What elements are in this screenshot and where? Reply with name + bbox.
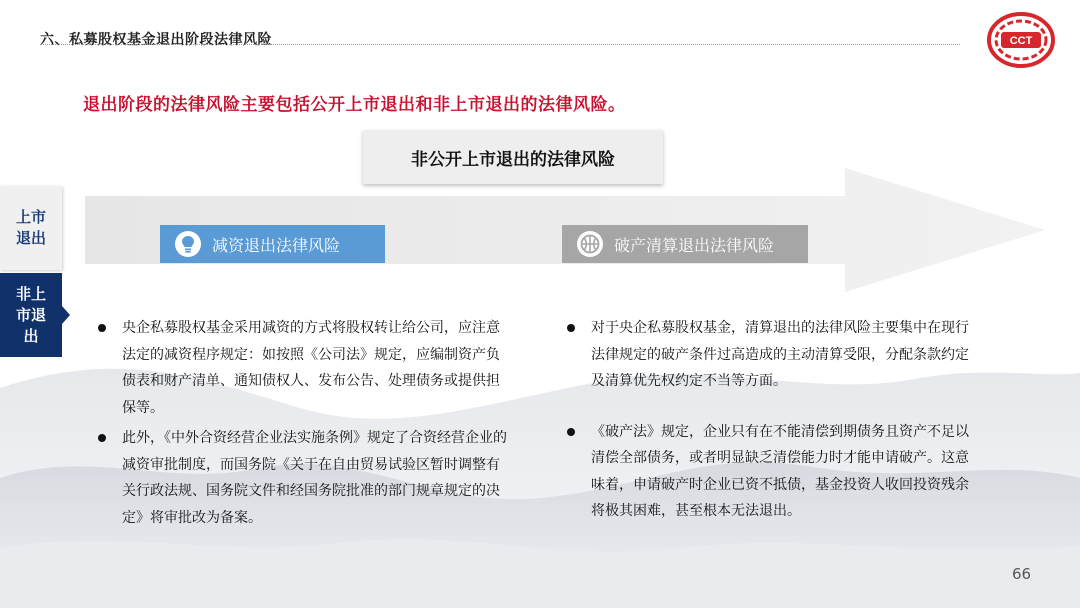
bullet-dot bbox=[567, 428, 575, 436]
active-tab-pointer bbox=[62, 306, 70, 324]
category-label: 减资退出法律风险 bbox=[212, 235, 341, 255]
capital-reduction-points bbox=[98, 315, 510, 531]
cct-logo bbox=[987, 12, 1055, 68]
logo-text: CCT bbox=[1009, 35, 1033, 47]
bullet-dot bbox=[98, 434, 106, 442]
point-text: 此外，《中外合资经营企业法实施条例》规定了合资经营企业的减资审批制度，而国务院《关于在自由贸易试验区暂时调整有关行政法规、国务院文件和经国务院批准的部门规章规定的决定》将审批改为备案。 bbox=[122, 430, 507, 526]
bullet-dot bbox=[98, 324, 106, 332]
category-label: 破产清算退出法律风险 bbox=[614, 235, 775, 255]
nav-tab-label: 上市退出 bbox=[15, 208, 46, 247]
basketball-icon bbox=[576, 230, 604, 258]
header-divider bbox=[40, 44, 960, 45]
main-heading: 非公开上市退出的法律风险 bbox=[363, 130, 663, 184]
list-item bbox=[567, 315, 977, 395]
nav-tab-label: 非上市退出 bbox=[15, 284, 46, 345]
category-capital-reduction bbox=[160, 225, 385, 263]
list-item bbox=[98, 315, 510, 421]
intro-statement: 退出阶段的法律风险主要包括公开上市退出和非上市退出的法律风险。 bbox=[83, 95, 626, 115]
point-text: 对于央企私募股权基金，清算退出的法律风险主要集中在现行法律规定的破产条件过高造成的主动清算受限，分配条款约定及清算优先权约定不当等方面。 bbox=[591, 320, 969, 389]
category-bankruptcy-liquidation bbox=[562, 225, 808, 263]
list-item bbox=[567, 419, 977, 525]
page-number: 66 bbox=[1012, 565, 1032, 583]
nav-tab-unlisted-exit[interactable] bbox=[0, 273, 62, 357]
point-text: 央企私募股权基金采用减资的方式将股权转让给公司，应注意法定的减资程序规定：如按照《公司法》规定，应编制资产负债表和财产清单、通知债权人、发布公告、处理债务或提供担保等。 bbox=[122, 320, 500, 416]
nav-tab-listed-exit[interactable] bbox=[0, 186, 62, 270]
point-text: 《破产法》规定，企业只有在不能清偿到期债务且资产不足以清偿全部债务，或者明显缺乏清偿能力时才能申请破产。这意味着，申请破产时企业已资不抵债，基金投资人收回投资残余将极其困难，甚至根本无法退出。 bbox=[591, 423, 969, 519]
section-title: 六、私募股权基金退出阶段法律风险 bbox=[40, 32, 272, 48]
bankruptcy-points bbox=[567, 315, 977, 525]
lightbulb-icon bbox=[174, 230, 202, 258]
bullet-dot bbox=[567, 324, 575, 332]
list-item bbox=[98, 425, 510, 531]
